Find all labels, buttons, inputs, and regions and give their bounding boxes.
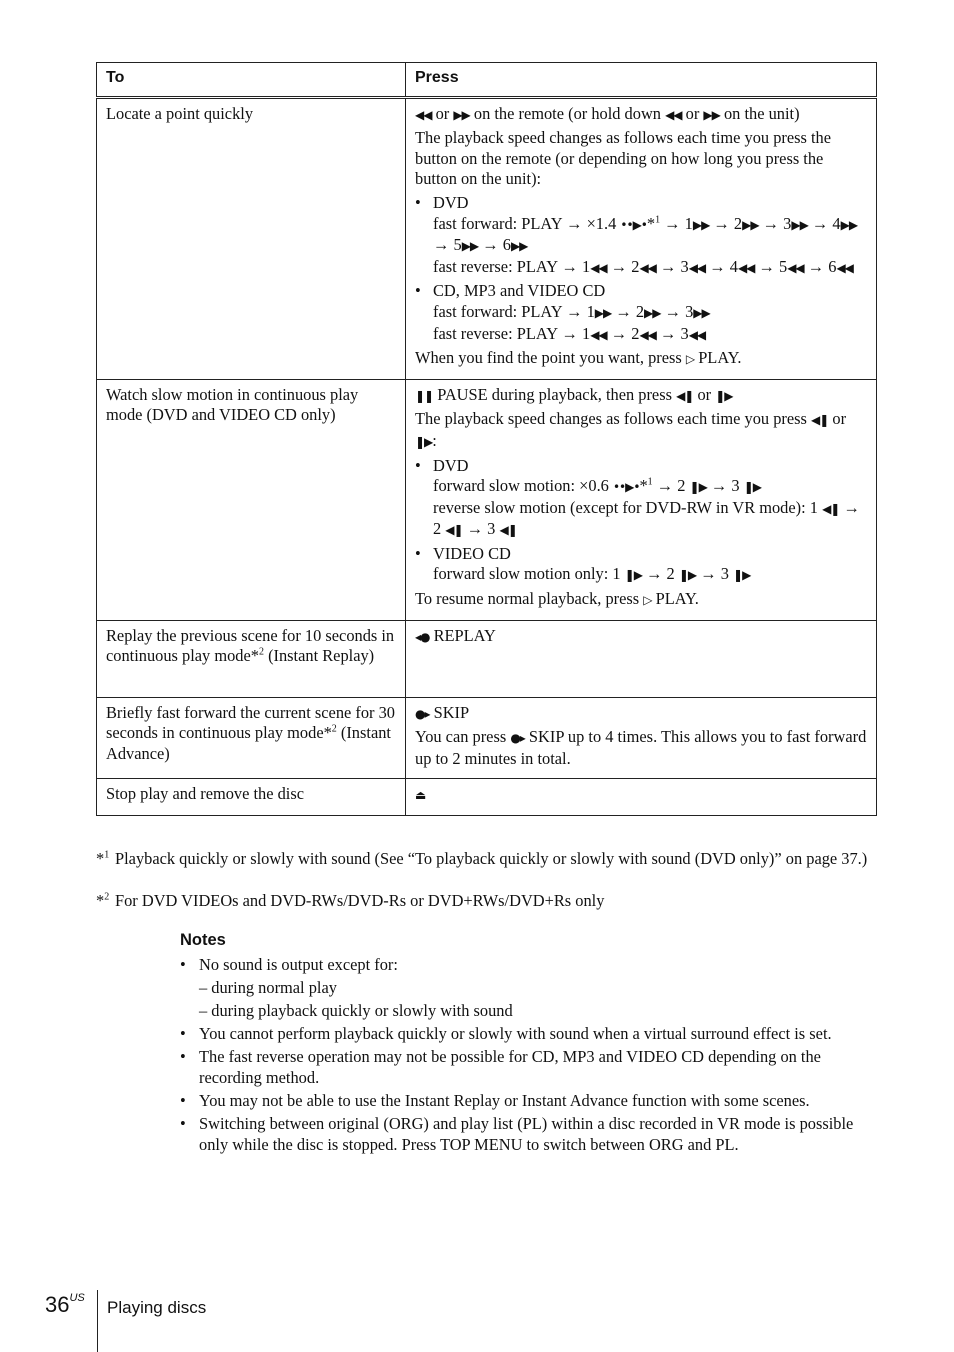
footnote-mark: *$^2$ xyxy=(96,891,110,910)
press-paragraph: You can press ●▸ SKIP up to 4 times. This allows you to fast forward up to 2 minutes in total. xyxy=(415,727,867,768)
footnote-mark: *$^1$ xyxy=(96,849,110,868)
press-paragraph: To resume normal playback, press ▷ PLAY. xyxy=(415,589,699,609)
operations-table xyxy=(96,62,877,816)
row-press xyxy=(406,779,877,816)
press-bullet xyxy=(415,544,867,586)
footnote-text: For DVD VIDEOs and DVD-RWs/DVD-Rs or DVD+RWs/DVD+Rs only xyxy=(115,891,605,910)
footnote-text: Playback quickly or slowly with sound (See “To playback quickly or slowly with sound (DVD only)” on page 37.) xyxy=(115,849,868,868)
note-text: • No sound is output except for: xyxy=(199,955,398,974)
bullet-line: fast forward: PLAY → ×1.4 ••▶•*$^1$ → 1▶▶ → 2▶▶ → 3▶▶ → 4▶▶ → 5▶▶ → 6▶▶ xyxy=(433,213,858,255)
table-row xyxy=(97,697,877,779)
bullet-line: fast forward: PLAY → 1▶▶ → 2▶▶ → 3▶▶ xyxy=(433,301,710,321)
press-bullet xyxy=(415,193,867,278)
press-paragraph: ◂● REPLAY xyxy=(415,625,496,645)
note-item xyxy=(180,955,880,976)
footer-divider xyxy=(97,1290,98,1352)
bullet-line: fast reverse: PLAY → 1◀◀ → 2◀◀ → 3◀◀ → 4◀◀ → 5◀◀ → 6◀◀ xyxy=(433,256,853,276)
row-press xyxy=(406,379,877,620)
footnote xyxy=(96,891,876,912)
header-press: Press xyxy=(406,63,877,98)
footnote xyxy=(96,849,876,870)
note-item xyxy=(180,1024,880,1045)
row-action: Stop play and remove the disc xyxy=(97,779,406,816)
row-action: Briefly fast forward the current scene for 30 seconds in continuous play mode*$^2$ (Instant Advance) xyxy=(97,697,406,779)
bullet-line: forward slow motion only: 1 ❚▶ → 2 ❚▶ → 3 ❚▶ xyxy=(433,564,751,584)
press-paragraph: The playback speed changes as follows each time you press ◀❚ or ❚▶: xyxy=(415,409,847,450)
press-bullet xyxy=(415,456,867,541)
bullet-line: • DVD xyxy=(433,455,469,475)
press-paragraph: The playback speed changes as follows each time you press the button on the remote (or depending on how long you press the button on the unit): xyxy=(415,128,832,189)
bullet-line: • CD, MP3 and VIDEO CD xyxy=(433,281,606,301)
bullet-line: reverse slow motion (except for DVD-RW in VR mode): 1 ◀❚ → 2 ◀❚ → 3 ◀❚ xyxy=(433,497,860,539)
note-text: • Switching between original (ORG) and play list (PL) within a disc recorded in VR mode is possible only while the disc is stopped. Press TOP MENU to switch between ORG and PL. xyxy=(199,1114,854,1154)
note-item xyxy=(180,1114,880,1155)
table-header-row xyxy=(97,63,877,98)
notes-list xyxy=(180,955,880,1158)
note-subitem: – during playback quickly or slowly with sound xyxy=(199,1001,513,1021)
note-text: • You cannot perform playback quickly or slowly with sound when a virtual surround effect is set. xyxy=(199,1024,832,1044)
page-number: $36^{US}$ xyxy=(45,1292,85,1317)
press-bullet xyxy=(415,281,867,345)
note-text: • The fast reverse operation may not be possible for CD, MP3 and VIDEO CD depending on the recording method. xyxy=(199,1047,821,1087)
notes-heading: Notes xyxy=(180,931,226,949)
note-item xyxy=(180,1047,880,1088)
bullet-line: • DVD xyxy=(433,192,469,212)
section-title: Playing discs xyxy=(107,1298,207,1317)
table-row xyxy=(97,620,877,697)
row-press xyxy=(406,697,877,779)
press-paragraph: ◀◀ or ▶▶ on the remote (or hold down ◀◀ or ▶▶ on the unit) xyxy=(415,103,800,123)
row-action: Watch slow motion in continuous play mode (DVD and VIDEO CD only) xyxy=(97,379,406,620)
header-to: To xyxy=(97,63,406,98)
bullet-line: fast reverse: PLAY → 1◀◀ → 2◀◀ → 3◀◀ xyxy=(433,323,706,343)
bullet-line: • VIDEO CD xyxy=(433,543,511,563)
row-action: Locate a point quickly xyxy=(97,97,406,379)
table-row xyxy=(97,97,877,379)
row-action: Replay the previous scene for 10 seconds in continuous play mode*$^2$ (Instant Replay) xyxy=(97,620,406,697)
press-paragraph: ⏏ xyxy=(415,788,426,803)
table-row xyxy=(97,379,877,620)
note-subitem: – during normal play xyxy=(199,978,337,998)
row-press xyxy=(406,97,877,379)
note-text: • You may not be able to use the Instant Replay or Instant Advance function with some scenes. xyxy=(199,1091,810,1111)
bullet-line: forward slow motion: ×0.6 ••▶•*$^1$ → 2 ❚▶ → 3 ❚▶ xyxy=(433,476,762,496)
note-item xyxy=(180,1091,880,1112)
row-press xyxy=(406,620,877,697)
press-paragraph: When you find the point you want, press ▷ PLAY. xyxy=(415,348,742,368)
table-row xyxy=(97,779,877,816)
press-paragraph: ●▸ SKIP xyxy=(415,702,470,722)
press-paragraph: ❚❚ PAUSE during playback, then press ◀❚ or ❚▶ xyxy=(415,384,733,404)
